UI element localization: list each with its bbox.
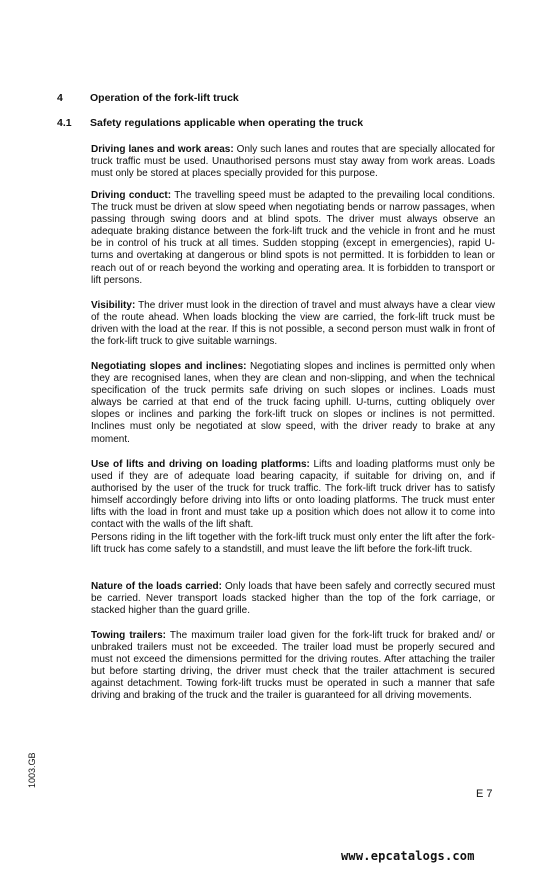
watermark-url: www.epcatalogs.com (341, 849, 475, 863)
paragraph-title: Negotiating slopes and inclines: (91, 361, 247, 372)
chapter-title: Operation of the fork-lift truck (90, 92, 239, 104)
paragraph-title: Use of lifts and driving on loading platforms: (91, 459, 310, 470)
paragraph-body: Lifts and loading platforms must only be used if they are of adequate load bearing capacity, if suitable for driving on, and if authorised by the user of the truck for truck traffic. The fork-lift truck driver has to satisfy himself accordingly before driving into lifts or onto loading platforms. The truck must enter lifts with the load in front and must take up a position which does not allow it to come into contact with the walls of the lift shaft. (91, 459, 495, 531)
section-title: Safety regulations applicable when operating the truck (90, 117, 364, 129)
paragraph-body: The driver must look in the direction of travel and must always have a clear view of the route ahead. When loads blocking the view are carried, the fork-lift truck must be driven with the load at the rear. If this is not possible, a second person must walk in front of the fork-lift truck to give suitable warnings. (91, 300, 495, 348)
paragraph-driving-lanes (91, 144, 495, 180)
paragraph-body: The travelling speed must be adapted to the prevailing local conditions. The truck must be driven at slow speed when negotiating bends or narrow passages, when passing through swing doors and at blind spots. The driver must always observe an adequate braking distance between the fork-lift truck and the vehicle in front and he must be in control of his truck at all times. Sudden stopping (except in emergencies), rapid U-turns and overtaking at dangerous or blind spots is not permitted. It is forbidden to lean or reach out of or reach beyond the working and operating area. It is forbidden to transport or lift persons. (91, 190, 496, 286)
paragraph-lifts-platforms (91, 459, 495, 556)
document-code: 1003.GB (27, 752, 37, 788)
paragraph-body: Only such lanes and routes that are specially allocated for truck traffic must be used. Unauthorised persons must stay away from work areas. Loads must only be stored at places specially provided for this purpose. (91, 144, 496, 180)
paragraph-slopes-inclines (91, 361, 495, 446)
paragraph-nature-of-loads (91, 581, 495, 617)
paragraph-driving-conduct (91, 190, 495, 287)
chapter-number: 4 (57, 92, 63, 104)
paragraph-body: Negotiating slopes and inclines is permitted only when they are recognised lanes, when they are clean and non-slipping, and when the technical specification of the truck permits safe driving on such slopes or inclines. Loads must always be carried at that end of the truck facing uphill. U-turns, cutting obliquely over slopes or inclines and parking the fork-lift truck on slopes or inclines is not permitted. Inclines must only be negotiated at slow speed, with the driver ready to brake at any moment. (91, 361, 496, 445)
paragraph-body: The maximum trailer load given for the fork-lift truck for braked and/ or unbraked trailers must not be exceeded. The trailer load must be properly secured and must not exceed the dimensions permitted for the driving routes. After attaching the trailer but before starting driving, the driver must check that the trailer attachment is secured against detachment. Towing fork-lift trucks must be operated in such a manner that safe driving and braking of the truck and the trailer is guaranteed for all driving movements. (91, 630, 495, 702)
paragraph-title: Driving conduct: (91, 190, 172, 201)
paragraph-title: Driving lanes and work areas: (91, 144, 234, 155)
page-number: E 7 (476, 788, 493, 800)
paragraph-title: Nature of the loads carried: (91, 581, 222, 592)
paragraph-body: Only loads that have been safely and correctly secured must be carried. Never transport loads stacked higher than the top of the fork carriage, or stacked higher than the guard grille. (91, 581, 496, 617)
paragraph-visibility (91, 300, 495, 348)
paragraph-towing-trailers (91, 630, 495, 703)
paragraph-extra: Persons riding in the lift together with the fork-lift truck must only enter the lift after the fork-lift truck has come safely to a standstill, and must leave the lift before the fork-lift truck. (91, 531, 495, 555)
paragraph-title: Towing trailers: (91, 630, 167, 641)
section-number: 4.1 (57, 117, 72, 129)
paragraph-title: Visibility: (91, 300, 136, 311)
